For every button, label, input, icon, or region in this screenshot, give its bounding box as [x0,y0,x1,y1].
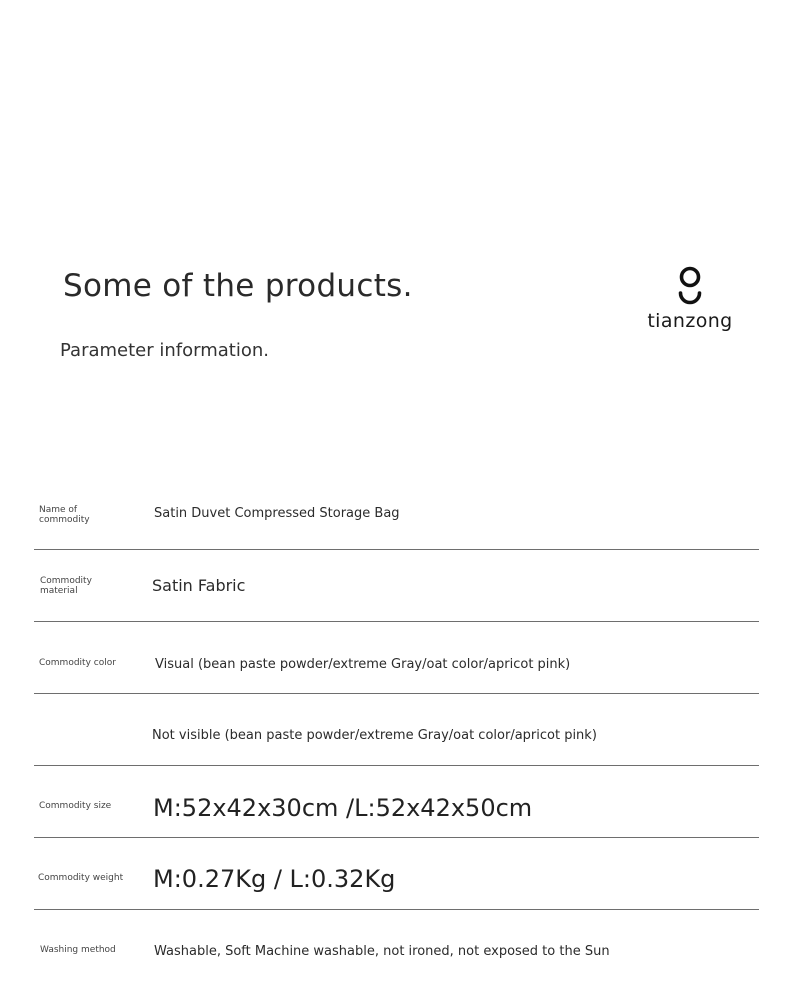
param-row-washing [34,910,759,981]
param-row-color-visual [34,622,759,694]
smile-circle-icon [676,266,704,308]
page-subtitle: Parameter information. [60,340,269,361]
param-value: M:52x42x30cm /L:52x42x50cm [153,794,533,822]
param-row-size [34,766,759,838]
param-label: Name of commodity [39,505,90,525]
param-value: Satin Fabric [152,576,246,595]
brand-logo [638,264,742,338]
param-label: Washing method [40,945,116,955]
param-label: Commodity material [40,576,92,596]
param-value: Visual (bean paste powder/extreme Gray/oat color/apricot pink) [155,657,571,672]
param-row-material [34,550,759,622]
page-title: Some of the products. [63,268,413,304]
parameter-table [34,478,759,981]
param-value: Not visible (bean paste powder/extreme Gray/oat color/apricot pink) [152,728,597,743]
param-value: Satin Duvet Compressed Storage Bag [154,506,400,521]
param-row-weight [34,838,759,910]
brand-name: tianzong [647,310,733,332]
param-row-name [34,478,759,550]
param-value: Washable, Soft Machine washable, not ironed, not exposed to the Sun [154,944,610,959]
param-value: M:0.27Kg / L:0.32Kg [153,865,396,893]
param-row-color-hidden [34,694,759,766]
param-label: Commodity weight [38,873,124,883]
param-label: Commodity color [39,658,116,668]
param-label: Commodity size [39,801,112,811]
